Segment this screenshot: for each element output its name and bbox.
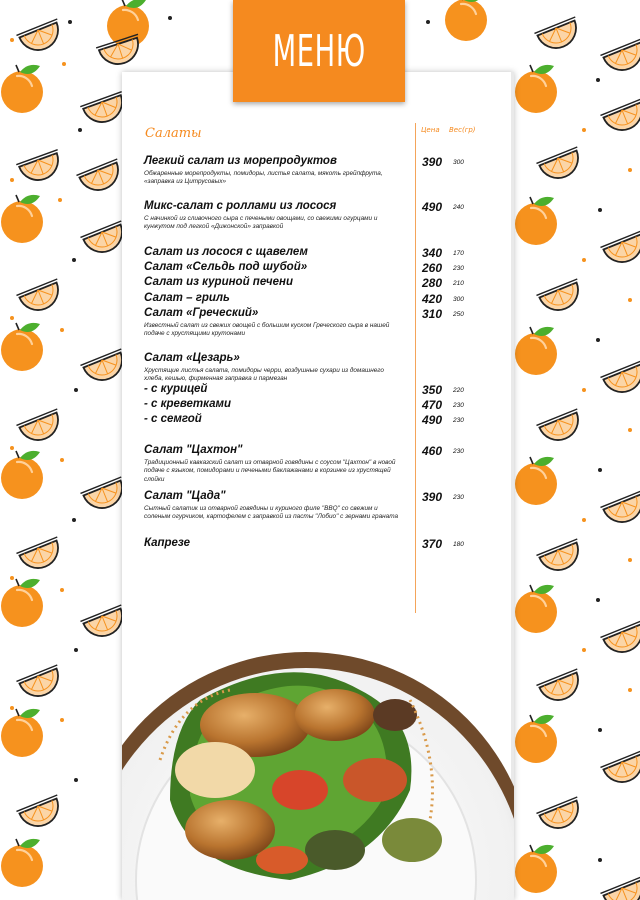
item-name: Салат «Цезарь»: [144, 352, 240, 364]
item-weight: 230: [453, 417, 464, 424]
item-name: Салат из лосося с щавелем: [144, 246, 308, 258]
item-price: 280: [422, 276, 443, 290]
item-weight: 230: [453, 265, 464, 272]
item-price: 490: [422, 200, 443, 214]
item-price: 390: [422, 490, 443, 504]
item-name: Салат – гриль: [144, 292, 230, 304]
item-description: Сытный салатик из отварной говядины и куриного филе "BBQ" со свежим и соленым огурчиком, картофелем с заправкой из пасты "Лобио" с зернами граната: [144, 505, 399, 521]
item-price: 310: [422, 307, 443, 321]
item-name: Капрезе: [144, 537, 191, 549]
item-price: 340: [422, 246, 443, 260]
item-weight: 240: [453, 204, 464, 211]
item-weight: 300: [453, 296, 464, 303]
item-price: 470: [422, 398, 443, 412]
item-description: Известный салат из свежих овощей с большим куском Греческого сыра в нашей подаче с хрустящими крутонами: [144, 322, 390, 338]
item-description: Традиционный кавказский салат из отварной говядины с соусом "Цахтон" в новой подаче с языком, помидорами и печеными баклажанами в корзинке из хрустящей слойки: [144, 459, 396, 483]
item-name: - с курицей: [144, 383, 208, 395]
item-weight: 220: [453, 387, 464, 394]
price-column-header: Цена: [421, 126, 440, 134]
column-guide-line: [415, 123, 416, 613]
item-price: 390: [422, 155, 443, 169]
menu-title-tab: [233, 0, 405, 102]
item-name: Легкий салат из морепродуктов: [144, 155, 337, 167]
item-weight: 230: [453, 448, 464, 455]
item-price: 370: [422, 537, 443, 551]
item-price: 490: [422, 413, 443, 427]
item-name: - с семгой: [144, 413, 202, 425]
item-weight: 230: [453, 494, 464, 501]
item-name: Салат "Цахтон": [144, 444, 243, 456]
item-weight: 170: [453, 250, 464, 257]
item-name: Салат "Цада": [144, 490, 226, 502]
item-description: Хрустящие листья салата, помидоры черри, воздушные сухари из домашнего хлеба, кешью, фирменная заправка и пармезан: [144, 367, 384, 383]
item-name: Микс-салат с роллами из лосося: [144, 200, 337, 212]
item-name: Салат из куриной печени: [144, 276, 293, 288]
weight-column-header: Вес(гр): [449, 126, 476, 134]
item-price: 350: [422, 383, 443, 397]
item-price: 420: [422, 292, 443, 306]
item-weight: 300: [453, 159, 464, 166]
item-price: 260: [422, 261, 443, 275]
item-name: Салат «Греческий»: [144, 307, 259, 319]
menu-sheet: [122, 72, 514, 900]
section-title: Салаты: [145, 126, 202, 141]
item-weight: 230: [453, 402, 464, 409]
item-description: С начинкой из сливочного сыра с печеными овощами, со свежими огурцами и кунжутом под легкой «Дижонской» заправкой: [144, 215, 378, 231]
item-weight: 250: [453, 311, 464, 318]
sheet-edge: [511, 72, 514, 900]
item-weight: 180: [453, 541, 464, 548]
item-description: Обжаренные морепродукты, помидоры, листья салата, мякоть грейпфрута, «заправка из Цитрусовых»: [144, 170, 383, 186]
menu-title: МЕНЮ: [272, 25, 366, 77]
item-weight: 210: [453, 280, 464, 287]
item-name: - с креветками: [144, 398, 232, 410]
item-price: 460: [422, 444, 443, 458]
item-name: Салат «Сельдь под шубой»: [144, 261, 308, 273]
